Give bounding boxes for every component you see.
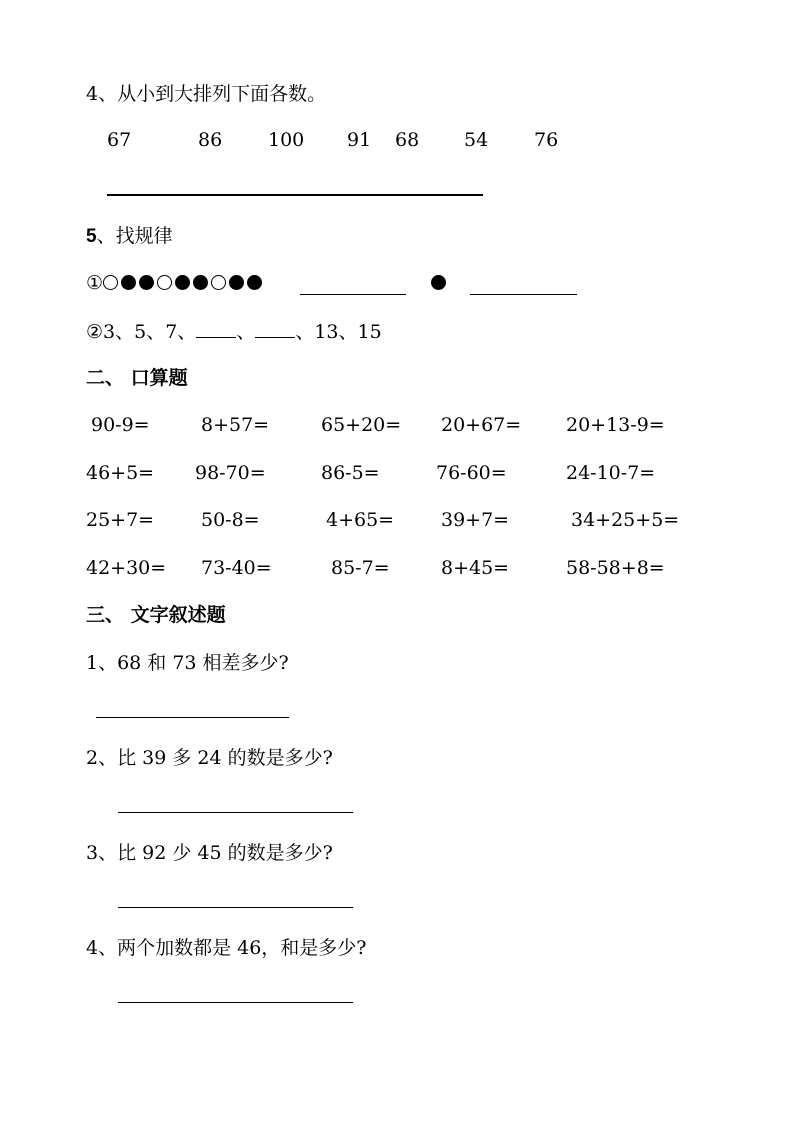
q5-circle-pattern [103, 272, 265, 294]
arith-item: 25+7= [86, 509, 155, 531]
arith-item: 42+30= [86, 557, 167, 579]
arith-item: 98-70= [195, 462, 266, 484]
q5-row2-prefix: ②3、5、7、 [86, 321, 197, 343]
filled-circle-icon [121, 275, 136, 290]
word-problem-answer-line[interactable] [118, 907, 353, 908]
arith-item: 34+25+5= [571, 509, 680, 531]
word-problem-answer-line[interactable] [118, 812, 353, 813]
arith-item: 20+67= [441, 414, 522, 436]
arith-item: 90-9= [91, 414, 150, 436]
filled-circle-icon [431, 275, 446, 290]
q5-row2-suffix: 、13、15 [295, 321, 382, 343]
q4-number: 68 [395, 129, 420, 151]
arith-item: 46+5= [86, 462, 155, 484]
open-circle-icon [157, 275, 172, 290]
filled-circle-icon [247, 275, 262, 290]
arith-item: 58-58+8= [566, 557, 665, 579]
arith-item: 86-5= [321, 462, 380, 484]
arith-item: 76-60= [436, 462, 507, 484]
q5-row1-blank-1[interactable] [300, 294, 406, 295]
word-problem: 2、比 39 多 24 的数是多少? [86, 747, 333, 769]
section2-title [86, 366, 188, 390]
q4-number: 100 [268, 129, 305, 151]
q4-title: 4、从小到大排列下面各数。 [86, 83, 327, 105]
section3-title [86, 603, 226, 627]
filled-circle-icon [139, 275, 154, 290]
q5-title-number: 5 [86, 226, 97, 247]
section3-title-text: 文字叙述题 [130, 604, 226, 626]
q4-number: 91 [347, 129, 372, 151]
arith-item: 50-8= [201, 509, 260, 531]
arith-item: 65+20= [321, 414, 402, 436]
arith-item: 20+13-9= [566, 414, 665, 436]
arith-item: 73-40= [201, 557, 272, 579]
arith-item: 4+65= [326, 509, 395, 531]
q4-number: 67 [107, 129, 132, 151]
q5-row2-blank-2[interactable] [255, 319, 295, 338]
section2-title-number: 二、 [86, 367, 125, 389]
section3-title-number: 三、 [86, 604, 125, 626]
arith-item: 39+7= [441, 509, 510, 531]
filled-circle-icon [229, 275, 244, 290]
q5-row2-sep: 、 [236, 321, 256, 343]
word-problem: 4、两个加数都是 46，和是多少? [86, 937, 367, 959]
arith-item: 8+45= [441, 557, 510, 579]
q5-title [86, 224, 173, 249]
q4-number: 76 [534, 129, 559, 151]
arith-item: 85-7= [331, 557, 390, 579]
filled-circle-icon [175, 275, 190, 290]
open-circle-icon [211, 275, 226, 290]
q4-number: 54 [464, 129, 489, 151]
section2-title-text: 口算题 [130, 367, 188, 389]
word-problem: 1、68 和 73 相差多少? [86, 652, 289, 674]
q5-pattern-row [86, 271, 265, 295]
word-problem: 3、比 92 少 45 的数是多少? [86, 842, 333, 864]
open-circle-icon [103, 275, 118, 290]
arith-item: 24-10-7= [566, 462, 656, 484]
q5-row2-blank-1[interactable] [196, 319, 236, 338]
word-problem-answer-line[interactable] [118, 1002, 353, 1003]
q5-row1-prefix: ① [86, 272, 104, 294]
q4-number: 86 [198, 129, 223, 151]
arith-item: 8+57= [201, 414, 270, 436]
filled-circle-icon [193, 275, 208, 290]
q5-sequence-row [86, 319, 382, 344]
q5-row1-blank-2[interactable] [470, 294, 577, 295]
q5-title-text: 、找规律 [96, 225, 173, 247]
q4-answer-line[interactable] [107, 194, 483, 196]
word-problem-answer-line[interactable] [96, 717, 289, 718]
